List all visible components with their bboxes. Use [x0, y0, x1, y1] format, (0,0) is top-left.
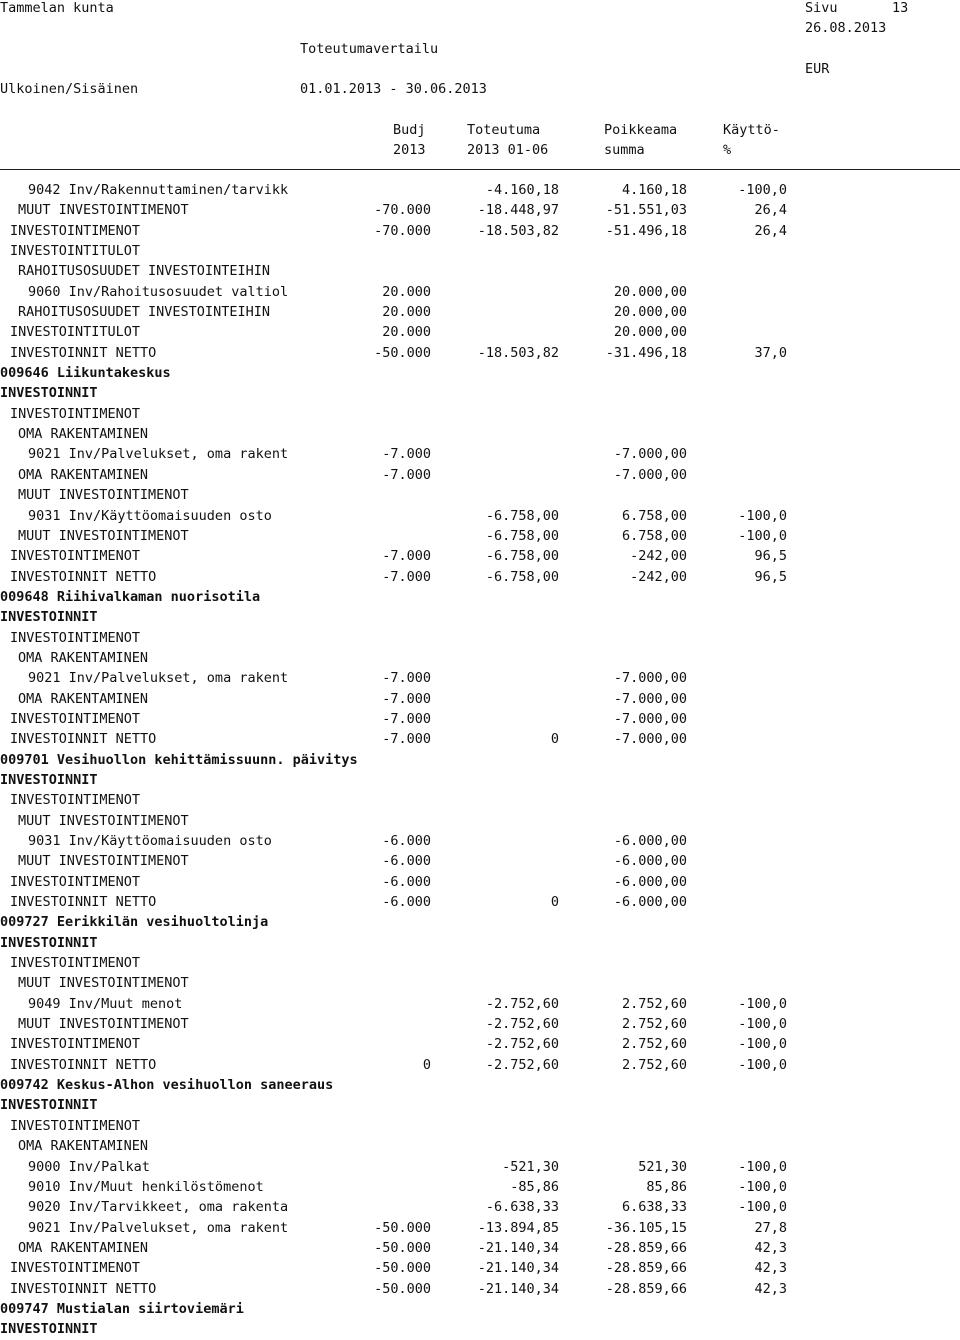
cell-pct: 96,5 [754, 548, 787, 565]
cell-poik: -7.000,00 [613, 466, 687, 483]
row-label: 9021 Inv/Palvelukset, oma rakent [28, 1219, 289, 1236]
row-label: INVESTOINTIMENOT [10, 873, 141, 890]
table-row [0, 912, 960, 932]
cell-poik: -7.000,00 [613, 446, 687, 463]
table-row [0, 180, 960, 200]
cell-tot: -6.638,33 [485, 1199, 559, 1216]
row-label: 9021 Inv/Palvelukset, oma rakent [28, 446, 289, 463]
table-row [0, 729, 960, 749]
row-label: MUUT INVESTOINTIMENOT [18, 202, 189, 219]
cell-tot: -2.752,60 [485, 1036, 559, 1053]
table-row [0, 770, 960, 790]
row-label: INVESTOINNIT NETTO [10, 1280, 157, 1297]
table-row [0, 1218, 960, 1238]
cell-pct: 37,0 [754, 344, 787, 361]
cell-pct: 96,5 [754, 568, 787, 585]
table-row [0, 1157, 960, 1177]
cell-tot: -6.758,00 [485, 568, 559, 585]
cell-budj: -50.000 [374, 1219, 431, 1236]
col-header-budj: Budj [393, 122, 426, 138]
table-row [0, 1177, 960, 1197]
table-row [0, 668, 960, 688]
row-label: MUUT INVESTOINTIMENOT [18, 527, 189, 544]
cell-budj: -70.000 [374, 202, 431, 219]
cell-tot: -2.752,60 [485, 995, 559, 1012]
cell-pct: -100,0 [738, 1016, 787, 1033]
cell-poik: -36.105,15 [605, 1219, 687, 1236]
cell-poik: 20.000,00 [613, 324, 687, 341]
table-row [0, 1055, 960, 1075]
row-label: 9010 Inv/Muut henkilöstömenot [28, 1178, 264, 1195]
cell-poik: -51.551,03 [605, 202, 687, 219]
report-period: 01.01.2013 - 30.06.2013 [300, 81, 487, 97]
table-row [0, 567, 960, 587]
report-table [0, 180, 960, 1340]
row-label: INVESTOINTIMENOT [10, 548, 141, 565]
row-label: INVESTOINNIT NETTO [10, 731, 157, 748]
row-label: INVESTOINNIT [0, 1097, 98, 1114]
table-row [0, 892, 960, 912]
cell-poik: -28.859,66 [605, 1260, 687, 1277]
cell-poik: -28.859,66 [605, 1280, 687, 1297]
cell-tot: -6.758,00 [485, 527, 559, 544]
cell-tot: -6.758,00 [485, 548, 559, 565]
table-row [0, 628, 960, 648]
table-row [0, 851, 960, 871]
row-label: 9031 Inv/Käyttöomaisuuden osto [28, 507, 272, 524]
row-label: 9031 Inv/Käyttöomaisuuden osto [28, 833, 272, 849]
table-row [0, 424, 960, 444]
table-row [0, 1116, 960, 1136]
cell-poik: 85,86 [646, 1178, 687, 1195]
cell-poik: -6.000,00 [613, 873, 687, 890]
cell-budj: -50.000 [374, 1260, 431, 1277]
table-row [0, 689, 960, 709]
row-label: INVESTOINTITULOT [10, 324, 141, 341]
table-row [0, 1258, 960, 1278]
cell-budj: 0 [422, 1056, 431, 1073]
table-row [0, 526, 960, 546]
table-row [0, 1136, 960, 1156]
cell-tot: -21.140,34 [477, 1280, 559, 1297]
row-label: INVESTOINNIT [0, 609, 98, 626]
cell-poik: -28.859,66 [605, 1239, 687, 1256]
col-header-toteutuma: Toteutuma [467, 122, 541, 138]
row-label: INVESTOINTIMENOT [10, 710, 141, 727]
row-label: INVESTOINNIT NETTO [10, 568, 157, 585]
cell-tot: -85,86 [510, 1178, 559, 1195]
cell-budj: -50.000 [374, 1280, 431, 1297]
cell-budj: 20.000 [382, 283, 431, 300]
table-row [0, 1034, 960, 1054]
cell-poik: 2.752,60 [621, 1016, 687, 1033]
table-row [0, 1095, 960, 1115]
cell-poik: -51.496,18 [605, 222, 687, 239]
table-row [0, 343, 960, 363]
row-label: INVESTOINNIT NETTO [10, 344, 157, 361]
table-row [0, 1075, 960, 1095]
cell-budj: 20.000 [382, 304, 431, 321]
report-date: 26.08.2013 [805, 20, 887, 36]
cell-poik: 2.752,60 [621, 1056, 687, 1073]
cell-poik: 521,30 [638, 1158, 687, 1175]
row-label: INVESTOINTIMENOT [10, 222, 141, 239]
cell-poik: -7.000,00 [613, 670, 687, 687]
table-row [0, 811, 960, 831]
cell-budj: -50.000 [374, 344, 431, 361]
row-label: 009742 Keskus-Alhon vesihuollon saneeraus [0, 1077, 334, 1094]
row-label: 9000 Inv/Palkat [28, 1158, 150, 1175]
cell-pct: -100,0 [738, 1178, 787, 1195]
row-label: 9020 Inv/Tarvikkeet, oma rakenta [28, 1199, 289, 1216]
table-row [0, 261, 960, 281]
cell-budj: -7.000 [382, 731, 431, 748]
header-divider [0, 169, 960, 170]
col-header-budj-year: 2013 [393, 142, 426, 158]
row-label: MUUT INVESTOINTIMENOT [18, 1016, 189, 1033]
cell-pct: -100,0 [738, 995, 787, 1012]
row-label: OMA RAKENTAMINEN [18, 466, 149, 483]
cell-poik: 4.160,18 [621, 182, 687, 198]
cell-pct: -100,0 [738, 1158, 787, 1175]
row-label: 9042 Inv/Rakennuttaminen/tarvikk [28, 182, 289, 198]
col-header-kaytto-pct: % [723, 142, 732, 158]
row-label: INVESTOINTIMENOT [10, 955, 141, 972]
cell-tot: -18.503,82 [477, 222, 559, 239]
cell-tot: -18.448,97 [477, 202, 559, 219]
cell-tot: -21.140,34 [477, 1239, 559, 1256]
table-row [0, 200, 960, 220]
cell-pct: -100,0 [738, 1199, 787, 1216]
table-row [0, 404, 960, 424]
cell-pct: 27,8 [754, 1219, 787, 1236]
table-row [0, 872, 960, 892]
table-row [0, 750, 960, 770]
cell-budj: -7.000 [382, 690, 431, 707]
cell-poik: 6.758,00 [621, 527, 687, 544]
table-row [0, 444, 960, 464]
row-label: INVESTOINTIMENOT [10, 1117, 141, 1134]
cell-poik: -7.000,00 [613, 690, 687, 707]
table-row [0, 1014, 960, 1034]
cell-pct: -100,0 [738, 527, 787, 544]
table-row [0, 363, 960, 383]
col-header-toteutuma-period: 2013 01-06 [467, 142, 549, 158]
cell-pct: 42,3 [754, 1260, 787, 1277]
row-label: INVESTOINTIMENOT [10, 1036, 141, 1053]
table-row [0, 1197, 960, 1217]
row-label: 9049 Inv/Muut menot [28, 995, 183, 1012]
cell-tot: -13.894,85 [477, 1219, 559, 1236]
report-scope: Ulkoinen/Sisäinen [0, 81, 139, 97]
col-header-poikkeama: Poikkeama [604, 122, 678, 138]
row-label: INVESTOINNIT [0, 771, 98, 788]
cell-poik: 6.758,00 [621, 507, 687, 524]
cell-poik: -6.000,00 [613, 894, 687, 911]
col-header-poikkeama-sum: summa [604, 142, 645, 158]
cell-poik: -6.000,00 [613, 833, 687, 849]
row-label: INVESTOINNIT [0, 934, 98, 951]
cell-tot: 0 [550, 731, 559, 748]
table-row [0, 994, 960, 1014]
table-row [0, 933, 960, 953]
table-row [0, 1299, 960, 1319]
cell-budj: -6.000 [382, 853, 431, 870]
table-row [0, 241, 960, 261]
cell-poik: -242,00 [630, 548, 687, 565]
cell-poik: -242,00 [630, 568, 687, 585]
cell-poik: -31.496,18 [605, 344, 687, 361]
col-header-kaytto: Käyttö- [723, 122, 780, 138]
row-label: OMA RAKENTAMINEN [18, 426, 149, 443]
cell-tot: -18.503,82 [477, 344, 559, 361]
table-row [0, 973, 960, 993]
table-row [0, 282, 960, 302]
table-row [0, 790, 960, 810]
cell-tot: -2.752,60 [485, 1016, 559, 1033]
row-label: OMA RAKENTAMINEN [18, 649, 149, 666]
row-label: 009747 Mustialan siirtoviemäri [0, 1300, 244, 1317]
cell-poik: -7.000,00 [613, 710, 687, 727]
row-label: INVESTOINNIT [0, 385, 98, 402]
cell-poik: 20.000,00 [613, 304, 687, 321]
table-row [0, 831, 960, 851]
row-label: 009727 Eerikkilän vesihuoltolinja [0, 914, 269, 931]
cell-tot: -6.758,00 [485, 507, 559, 524]
cell-tot: 0 [550, 894, 559, 911]
row-label: RAHOITUSOSUUDET INVESTOINTEIHIN [18, 304, 270, 321]
cell-tot: -21.140,34 [477, 1260, 559, 1277]
cell-pct: 42,3 [754, 1239, 787, 1256]
row-label: OMA RAKENTAMINEN [18, 690, 149, 707]
row-label: OMA RAKENTAMINEN [18, 1239, 149, 1256]
cell-poik: -7.000,00 [613, 731, 687, 748]
row-label: RAHOITUSOSUUDET INVESTOINTEIHIN [18, 263, 270, 280]
row-label: 9021 Inv/Palvelukset, oma rakent [28, 670, 289, 687]
table-row [0, 587, 960, 607]
row-label: MUUT INVESTOINTIMENOT [18, 487, 189, 504]
row-label: 009648 Riihivalkaman nuorisotila [0, 588, 261, 605]
row-label: INVESTOINTIMENOT [10, 1260, 141, 1277]
cell-poik: 20.000,00 [613, 283, 687, 300]
row-label: INVESTOINNIT [0, 1321, 98, 1338]
cell-budj: -50.000 [374, 1239, 431, 1256]
cell-budj: -7.000 [382, 548, 431, 565]
row-label: MUUT INVESTOINTIMENOT [18, 812, 189, 829]
table-row [0, 302, 960, 322]
page-label: Sivu [805, 0, 838, 16]
row-label: INVESTOINTIMENOT [10, 629, 141, 646]
cell-budj: -7.000 [382, 710, 431, 727]
table-row [0, 322, 960, 342]
table-row [0, 648, 960, 668]
currency: EUR [805, 61, 830, 77]
cell-pct: -100,0 [738, 507, 787, 524]
row-label: INVESTOINTIMENOT [10, 405, 141, 422]
org-name: Tammelan kunta [0, 0, 114, 16]
cell-tot: -2.752,60 [485, 1056, 559, 1073]
cell-tot: -4.160,18 [485, 182, 559, 198]
cell-budj: -6.000 [382, 833, 431, 849]
cell-pct: -100,0 [738, 1056, 787, 1073]
cell-budj: -7.000 [382, 446, 431, 463]
cell-pct: -100,0 [738, 182, 787, 198]
cell-budj: -6.000 [382, 873, 431, 890]
cell-budj: -70.000 [374, 222, 431, 239]
cell-pct: 42,3 [754, 1280, 787, 1297]
row-label: 009646 Liikuntakeskus [0, 365, 171, 382]
table-row [0, 383, 960, 403]
row-label: INVESTOINTIMENOT [10, 792, 141, 809]
cell-budj: -6.000 [382, 894, 431, 911]
cell-pct: 26,4 [754, 222, 787, 239]
page-number: 13 [892, 0, 909, 16]
table-row [0, 221, 960, 241]
row-label: MUUT INVESTOINTIMENOT [18, 975, 189, 992]
table-row [0, 1238, 960, 1258]
table-row [0, 506, 960, 526]
table-row [0, 607, 960, 627]
table-row [0, 465, 960, 485]
row-label: INVESTOINNIT NETTO [10, 1056, 157, 1073]
cell-tot: -521,30 [502, 1158, 559, 1175]
cell-budj: -7.000 [382, 670, 431, 687]
cell-budj: -7.000 [382, 466, 431, 483]
cell-poik: 2.752,60 [621, 995, 687, 1012]
cell-poik: 2.752,60 [621, 1036, 687, 1053]
row-label: INVESTOINTITULOT [10, 243, 141, 260]
row-label: INVESTOINNIT NETTO [10, 894, 157, 911]
row-label: OMA RAKENTAMINEN [18, 1138, 149, 1155]
cell-budj: 20.000 [382, 324, 431, 341]
cell-poik: 6.638,33 [621, 1199, 687, 1216]
table-row [0, 1279, 960, 1299]
table-row [0, 546, 960, 566]
report-title: Toteutumavertailu [300, 41, 439, 57]
row-label: MUUT INVESTOINTIMENOT [18, 853, 189, 870]
row-label: 009701 Vesihuollon kehittämissuunn. päivitys [0, 751, 358, 768]
cell-budj: -7.000 [382, 568, 431, 585]
table-row [0, 485, 960, 505]
cell-pct: -100,0 [738, 1036, 787, 1053]
row-label: 9060 Inv/Rahoitusosuudet valtiol [28, 283, 289, 300]
cell-pct: 26,4 [754, 202, 787, 219]
table-row [0, 953, 960, 973]
table-row [0, 709, 960, 729]
cell-poik: -6.000,00 [613, 853, 687, 870]
